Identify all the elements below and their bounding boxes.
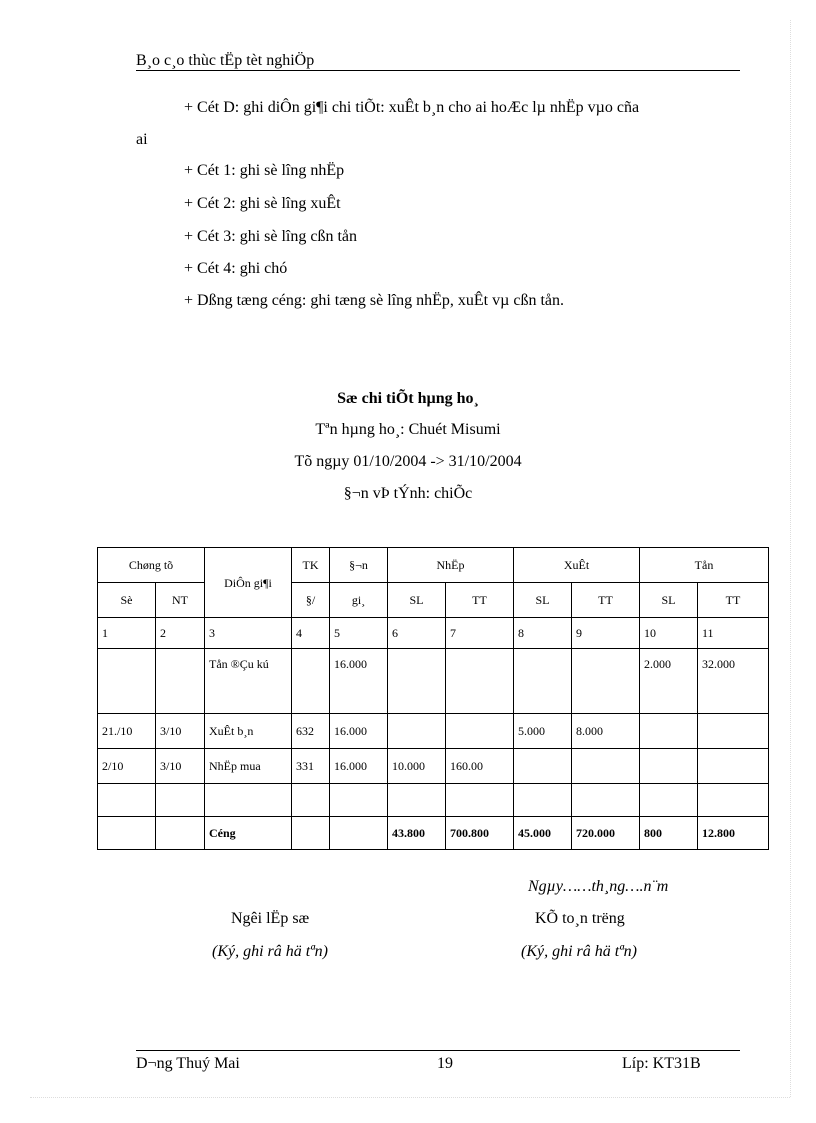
cell-so	[98, 649, 156, 714]
cell-xuat-sl: 5.000	[514, 714, 572, 749]
cell-xuat-sl	[514, 749, 572, 784]
col-num: 7	[446, 618, 514, 649]
ledger-title: Sæ chi tiÕt hµng ho¸	[337, 390, 479, 407]
total-ton-sl: 800	[640, 817, 698, 850]
col-num: 9	[572, 618, 640, 649]
cell-ton-sl	[640, 749, 698, 784]
col-num: 1	[98, 618, 156, 649]
total-label: Céng	[205, 817, 292, 850]
ledger-period: Tõ ngµy 01/10/2004 -> 31/10/2004	[294, 453, 522, 470]
header-tk: TK	[292, 548, 330, 583]
cell-don-gia: 16.000	[330, 714, 388, 749]
signature-preparer-note: (Ký, ghi râ hä tªn)	[212, 943, 328, 960]
cell-ton-tt	[698, 749, 769, 784]
ledger-unit: §¬n vÞ tÝnh: chiÕc	[343, 485, 473, 502]
cell-nt: 3/10	[156, 714, 205, 749]
cell-ton-sl: 2.000	[640, 649, 698, 714]
body-line-continuation: ai	[136, 131, 148, 148]
cell-xuat-tt: 8.000	[572, 714, 640, 749]
cell-tk: 331	[292, 749, 330, 784]
cell-ton-sl	[640, 714, 698, 749]
header-xuat: XuÊt	[514, 548, 640, 583]
cell-nhap-tt: 160.00	[446, 749, 514, 784]
cell-nhap-tt	[446, 714, 514, 749]
col-num: 5	[330, 618, 388, 649]
cell-ton-tt	[698, 714, 769, 749]
cell-nhap-sl	[388, 714, 446, 749]
header-so: Sè	[98, 583, 156, 618]
header-xuat-sl: SL	[514, 583, 572, 618]
cell-don-gia: 16.000	[330, 749, 388, 784]
cell-xuat-sl	[514, 649, 572, 714]
page-header-title: B¸o c¸o thùc tËp tèt nghiÖp	[136, 52, 315, 69]
header-ton-tt: TT	[698, 583, 769, 618]
total-row	[98, 817, 769, 850]
footer-rule	[136, 1050, 740, 1051]
body-line-total-row: + Dßng tæng céng: ghi tæng sè lîng nhËp, xuÊt vµ cßn tån.	[184, 292, 564, 309]
ledger-table	[97, 547, 769, 850]
header-nhap: NhËp	[388, 548, 514, 583]
body-line-col-2: + Cét 2: ghi sè lîng xuÊt	[184, 195, 341, 212]
col-num: 3	[205, 618, 292, 649]
cell-dien-giai: NhËp mua	[205, 749, 292, 784]
header-tk-du: §/	[292, 583, 330, 618]
cell-so: 21./10	[98, 714, 156, 749]
page-edge-right	[790, 20, 791, 1097]
body-line-col-4: + Cét 4: ghi chó	[184, 260, 288, 277]
cell-so: 2/10	[98, 749, 156, 784]
header-ton-sl: SL	[640, 583, 698, 618]
total-xuat-sl: 45.000	[514, 817, 572, 850]
header-chung-tu: Chøng tõ	[98, 548, 205, 583]
cell-dien-giai: Tån ®Çu kú	[205, 649, 292, 714]
footer-author: D¬ng Thuý Mai	[136, 1055, 240, 1072]
table-row	[98, 749, 769, 784]
signature-accountant-note: (Ký, ghi râ hä tªn)	[521, 943, 637, 960]
total-nhap-tt: 700.800	[446, 817, 514, 850]
cell-dien-giai: XuÊt b¸n	[205, 714, 292, 749]
total-nhap-sl: 43.800	[388, 817, 446, 850]
signature-accountant-title: KÕ to¸n trëng	[535, 910, 625, 927]
col-num: 4	[292, 618, 330, 649]
body-line-col-d: + Cét D: ghi diÔn gi¶i chi tiÕt: xuÊt b¸n cho ai hoÆc lµ nhËp vµo cña	[184, 99, 640, 116]
col-num: 2	[156, 618, 205, 649]
header-don-gia: §¬n	[330, 548, 388, 583]
ledger-item-name: Tªn hµng ho¸: Chuét Misumi	[315, 421, 501, 438]
page-edge-bottom	[30, 1097, 790, 1098]
total-ton-tt: 12.800	[698, 817, 769, 850]
col-num: 8	[514, 618, 572, 649]
cell-nhap-tt	[446, 649, 514, 714]
table-row	[98, 649, 769, 714]
cell-tk	[292, 649, 330, 714]
col-num: 6	[388, 618, 446, 649]
header-ton: Tån	[640, 548, 769, 583]
header-rule	[136, 70, 740, 71]
header-don-gia-2: gi¸	[330, 583, 388, 618]
header-nt: NT	[156, 583, 205, 618]
header-xuat-tt: TT	[572, 583, 640, 618]
signature-date-line: Ngµy……th¸ng….n¨m	[528, 878, 669, 895]
total-xuat-tt: 720.000	[572, 817, 640, 850]
cell-xuat-tt	[572, 649, 640, 714]
header-nhap-sl: SL	[388, 583, 446, 618]
table-row-empty	[98, 784, 769, 817]
cell-nt	[156, 649, 205, 714]
column-number-row	[98, 618, 769, 649]
body-line-col-3: + Cét 3: ghi sè lîng cßn tån	[184, 228, 357, 245]
header-dien-giai: DiÔn gi¶i	[205, 548, 292, 618]
cell-nhap-sl: 10.000	[388, 749, 446, 784]
cell-ton-tt: 32.000	[698, 649, 769, 714]
col-num: 11	[698, 618, 769, 649]
footer-page-number: 19	[437, 1055, 453, 1072]
cell-don-gia: 16.000	[330, 649, 388, 714]
signature-preparer-title: Ngêi lËp sæ	[231, 910, 310, 927]
cell-nhap-sl	[388, 649, 446, 714]
footer-class: Líp: KT31B	[622, 1055, 701, 1072]
cell-xuat-tt	[572, 749, 640, 784]
cell-tk: 632	[292, 714, 330, 749]
cell-nt: 3/10	[156, 749, 205, 784]
header-nhap-tt: TT	[446, 583, 514, 618]
table-row	[98, 714, 769, 749]
col-num: 10	[640, 618, 698, 649]
body-line-col-1: + Cét 1: ghi sè lîng nhËp	[184, 162, 345, 179]
